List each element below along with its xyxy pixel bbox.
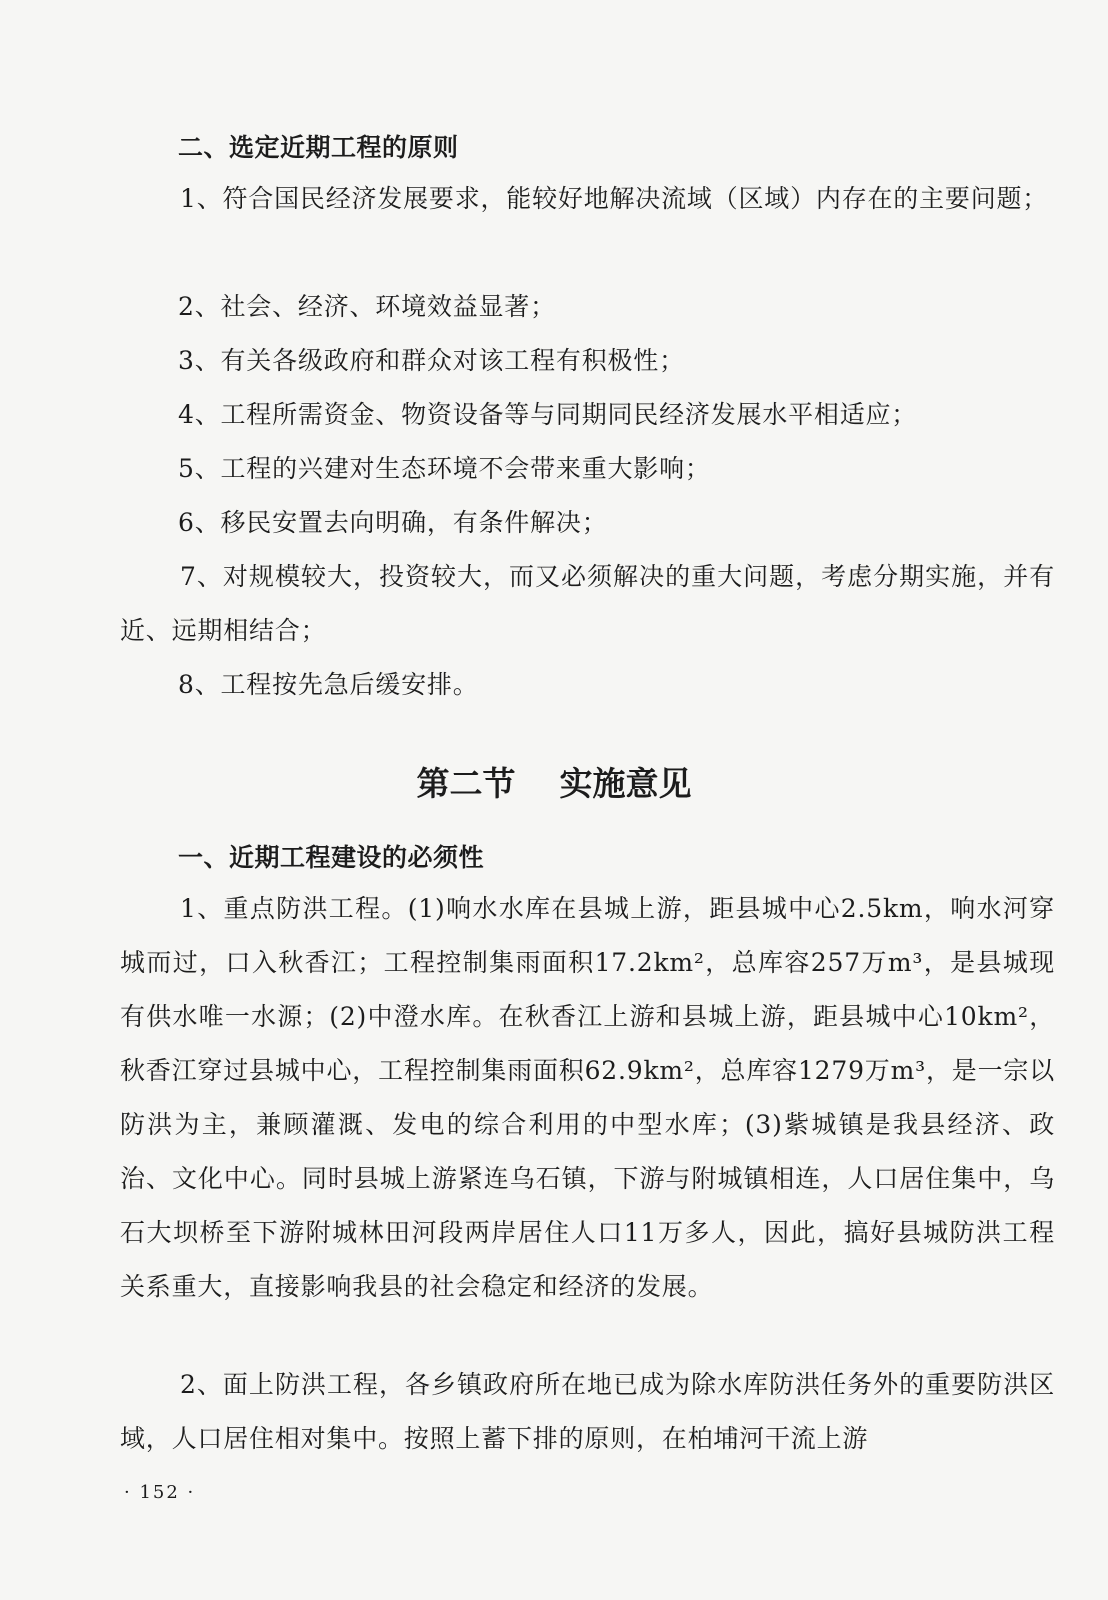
principle-item-2: 2、社会、经济、环境效益显著； — [178, 292, 556, 321]
principle-item-8: 8、工程按先急后缓安排。 — [178, 670, 479, 699]
principle-item-7: 7、对规模较大，投资较大，而又必须解决的重大问题，考虑分期实施，并有近、远期相结合； — [120, 562, 1055, 645]
principle-item-1: 1、符合国民经济发展要求，能较好地解决流域（区域）内存在的主要问题； — [180, 184, 1049, 213]
principle-item-4: 4、工程所需资金、物资设备等与同期同民经济发展水平相适应； — [178, 400, 918, 429]
principle-item-6: 6、移民安置去向明确，有条件解决； — [178, 508, 608, 537]
section-title — [0, 758, 1108, 805]
principles-heading: 二、选定近期工程的原则 — [178, 133, 459, 162]
necessity-paragraph-2: 2、面上防洪工程，各乡镇政府所在地已成为除水库防洪任务外的重要防洪区域，人口居住相对集中。按照上蓄下排的原则，在柏埔河干流上游 — [120, 1370, 1055, 1453]
section-number: 第二节 — [416, 764, 516, 803]
section-name: 实施意见 — [559, 764, 692, 803]
page-number: · 152 · — [124, 1482, 196, 1503]
necessity-heading: 一、近期工程建设的必须性 — [178, 843, 485, 872]
principle-item-5: 5、工程的兴建对生态环境不会带来重大影响； — [178, 454, 711, 483]
principle-item-3: 3、有关各级政府和群众对该工程有积极性； — [178, 346, 685, 375]
necessity-paragraph-1: 1、重点防洪工程。(1)响水水库在县城上游，距县城中心2.5km，响水河穿城而过，口入秋香江；工程控制集雨面积17.2km²，总库容257万m³，是县城现有供水唯一水源；(2)中澄水库。在秋香江上游和县城上游，距县城中心10km²，秋香江穿过县城中心，工程控制集雨面积62.9km²，总库容1279万m³，是一宗以防洪为主，兼顾灌溉、发电的综合利用的中型水库；(3)紫城镇是我县经济、政治、文化中心。同时县城上游紧连乌石镇，下游与附城镇相连，人口居住集中，乌石大坝桥至下游附城林田河段两岸居住人口11万多人，因此，搞好县城防洪工程关系重大，直接影响我县的社会稳定和经济的发展。 — [120, 894, 1055, 1301]
